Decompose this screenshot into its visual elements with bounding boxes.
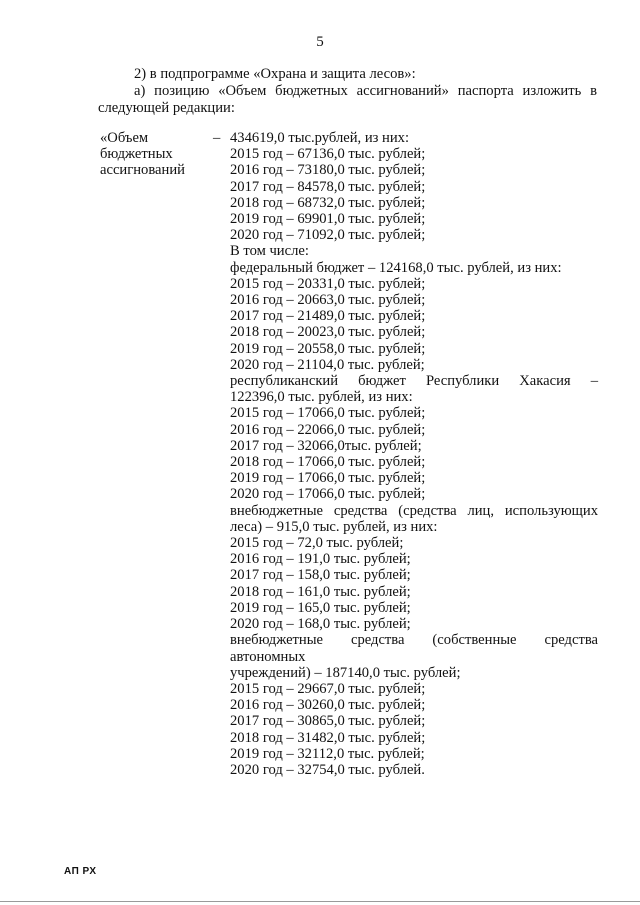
value-line: В том числе: xyxy=(230,243,309,260)
intro-subprogram-line: 2) в подпрограмме «Охрана и защита лесов»: xyxy=(134,66,416,82)
value-line: 2015 год – 72,0 тыс. рублей; xyxy=(230,535,404,552)
value-line: 2015 год – 17066,0 тыс. рублей; xyxy=(230,405,426,422)
value-line: 2019 год – 165,0 тыс. рублей; xyxy=(230,599,411,616)
value-line: 2018 год – 17066,0 тыс. рублей; xyxy=(230,454,426,471)
value-line: 2015 год – 20331,0 тыс. рублей; xyxy=(230,275,426,292)
bottom-divider xyxy=(0,901,640,902)
value-line: 2020 год – 168,0 тыс. рублей; xyxy=(230,616,411,633)
value-line: 2018 год – 20023,0 тыс. рублей; xyxy=(230,324,426,341)
value-line: 2019 год – 69901,0 тыс. рублей; xyxy=(230,211,426,228)
value-line: 2018 год – 161,0 тыс. рублей; xyxy=(230,583,411,600)
value-line: федеральный бюджет – 124168,0 тыс. рублей, из них: xyxy=(230,259,562,276)
value-line: республиканский бюджет Республики Хакасия – xyxy=(230,373,598,390)
page-number: 5 xyxy=(316,34,324,50)
value-line: 2017 год – 30865,0 тыс. рублей; xyxy=(230,713,426,730)
value-line: 2017 год – 21489,0 тыс. рублей; xyxy=(230,308,426,325)
passport-value-cell xyxy=(230,130,598,778)
value-line: леса) – 915,0 тыс. рублей, из них: xyxy=(230,518,438,535)
value-line: 2017 год – 158,0 тыс. рублей; xyxy=(230,567,411,584)
value-line: 2018 год – 68732,0 тыс. рублей; xyxy=(230,194,426,211)
label-value-dash: – xyxy=(213,130,221,146)
footer-mark: АП РХ xyxy=(64,866,97,877)
intro-edition-line: следующей редакции: xyxy=(98,100,235,116)
value-line: внебюджетные средства (собственные средства автономных xyxy=(230,632,598,665)
value-line: 2019 год – 20558,0 тыс. рублей; xyxy=(230,340,426,357)
value-line: 122396,0 тыс. рублей, из них: xyxy=(230,389,413,406)
value-line: 2017 год – 32066,0тыс. рублей; xyxy=(230,437,422,454)
value-line: 2016 год – 30260,0 тыс. рублей; xyxy=(230,697,426,714)
value-line: 2020 год – 21104,0 тыс. рублей; xyxy=(230,356,425,373)
value-line: 2016 год – 20663,0 тыс. рублей; xyxy=(230,292,426,309)
value-line: 2016 год – 191,0 тыс. рублей; xyxy=(230,551,411,568)
intro-position-line: а) позицию «Объем бюджетных ассигнований» паспорта изложить в xyxy=(134,83,597,99)
value-line: 2020 год – 17066,0 тыс. рублей; xyxy=(230,486,426,503)
value-line: 2015 год – 29667,0 тыс. рублей; xyxy=(230,680,426,697)
label-line: «Объем xyxy=(100,130,149,146)
label-line: ассигнований xyxy=(100,162,185,179)
label-line: бюджетных xyxy=(100,146,173,163)
value-line: внебюджетные средства (средства лиц, использующих xyxy=(230,502,598,519)
value-line: 2020 год – 32754,0 тыс. рублей. xyxy=(230,761,425,778)
value-line: 2016 год – 73180,0 тыс. рублей; xyxy=(230,162,426,179)
value-line: учреждений) – 187140,0 тыс. рублей; xyxy=(230,664,461,681)
value-line: 2019 год – 17066,0 тыс. рублей; xyxy=(230,470,426,487)
value-line: 2018 год – 31482,0 тыс. рублей; xyxy=(230,729,426,746)
passport-label-cell xyxy=(100,130,210,179)
value-line: 2016 год – 22066,0 тыс. рублей; xyxy=(230,421,426,438)
value-line: 434619,0 тыс.рублей, из них: xyxy=(230,130,410,146)
value-line: 2019 год – 32112,0 тыс. рублей; xyxy=(230,745,425,762)
value-line: 2017 год – 84578,0 тыс. рублей; xyxy=(230,178,426,195)
value-line: 2020 год – 71092,0 тыс. рублей; xyxy=(230,227,426,244)
value-line: 2015 год – 67136,0 тыс. рублей; xyxy=(230,146,426,163)
